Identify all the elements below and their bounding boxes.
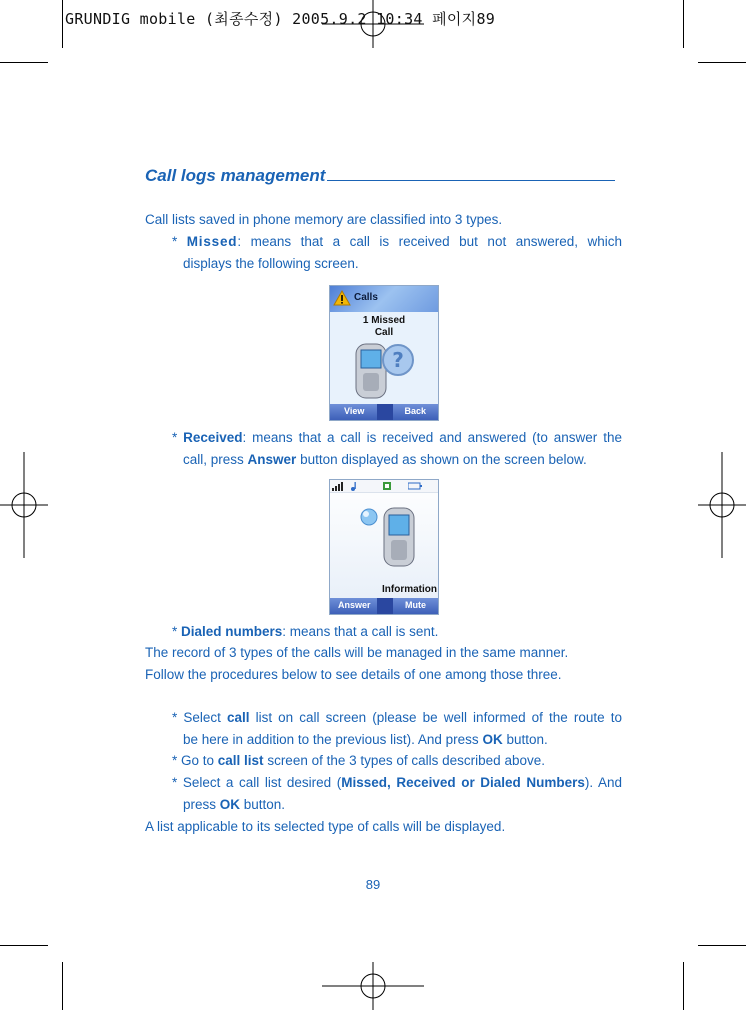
- step3-line1: [172, 772, 622, 794]
- step3-text-end: ). And: [584, 775, 622, 790]
- print-header-note: GRUNDIG mobile (최종수정) 2005.9.2 10:34 페이지89: [65, 10, 496, 28]
- received-item-line2: [183, 449, 587, 471]
- screen-header-title: Calls: [354, 292, 378, 303]
- step1-line2: [183, 729, 548, 751]
- step1-text-end: list on call screen (please be well informed of the route to: [249, 710, 622, 725]
- missed-term: Missed: [186, 234, 238, 249]
- record-paragraph: The record of 3 types of the calls will be managed in the same manner.: [145, 645, 569, 660]
- screen-softkeys: [330, 598, 438, 614]
- missed-call-message-line1: 1 Missed: [362, 315, 406, 326]
- bullet: *: [172, 430, 184, 445]
- phone-question-icon: [352, 340, 418, 402]
- answer-softkey[interactable]: Answer: [338, 600, 371, 610]
- step3-line2: [183, 794, 285, 816]
- bubble-icon: [360, 508, 378, 526]
- missed-call-message-line2: Call: [374, 327, 394, 338]
- information-label: Information: [382, 584, 437, 595]
- back-softkey[interactable]: Back: [404, 406, 426, 416]
- page-number: 89: [365, 877, 381, 892]
- received-item-line1: [172, 427, 622, 449]
- phone-icon: [382, 506, 418, 570]
- incoming-call-screen: [329, 479, 439, 615]
- registration-mark-left: [0, 452, 48, 558]
- mute-softkey[interactable]: Mute: [405, 600, 426, 610]
- call-types-term: Missed, Received or Dialed Numbers: [341, 775, 585, 790]
- ok-term: OK: [219, 797, 241, 812]
- answer-term: Answer: [247, 452, 297, 467]
- section-title-text: Call logs management: [145, 166, 326, 185]
- registration-mark-right: [698, 452, 746, 558]
- view-softkey[interactable]: View: [344, 406, 365, 416]
- bullet: *: [172, 234, 187, 249]
- svg-text:?: ?: [392, 348, 404, 372]
- intro-paragraph: Call lists saved in phone memory are classified into 3 types.: [145, 212, 503, 227]
- bullet: *: [172, 624, 182, 639]
- missed-desc: : means that a call is received but not answered, which: [237, 234, 623, 249]
- step1-text-3: button.: [502, 732, 548, 747]
- ok-term: OK: [482, 732, 503, 747]
- step2-text: * Go to: [172, 753, 218, 768]
- softkey-center: [377, 404, 393, 420]
- missed-call-screen: [329, 285, 439, 421]
- call-term: call: [226, 710, 250, 725]
- received-text: call, press: [183, 452, 248, 467]
- signal-icon: [332, 482, 348, 491]
- step3-text-2: press: [183, 797, 220, 812]
- missed-item-line1: [172, 231, 622, 253]
- missed-item-line2: displays the following screen.: [183, 256, 359, 271]
- step3-text: * Select a call list desired (: [172, 775, 342, 790]
- dialed-item: [172, 621, 438, 643]
- step2-text-end: screen of the 3 types of calls described above.: [263, 753, 545, 768]
- music-icon: [350, 481, 360, 491]
- follow-paragraph: Follow the procedures below to see details of one among those three.: [145, 667, 562, 682]
- warning-icon: [333, 290, 351, 306]
- screen-softkeys: [330, 404, 438, 420]
- section-title: [145, 166, 615, 186]
- softkey-center: [377, 598, 393, 614]
- received-text-end: button displayed as shown on the screen below.: [296, 452, 587, 467]
- clock-icon: [382, 481, 392, 491]
- step3-text-3: button.: [240, 797, 286, 812]
- title-underline: [327, 168, 615, 181]
- received-term: Received: [183, 430, 243, 445]
- closing-paragraph: A list applicable to its selected type of calls will be displayed.: [145, 819, 506, 834]
- step2-line: [172, 750, 545, 772]
- step1-text: * Select: [172, 710, 227, 725]
- call-list-term: call list: [217, 753, 264, 768]
- step1-text-2: be here in addition to the previous list). And press: [183, 732, 483, 747]
- dialed-term: Dialed numbers: [181, 624, 283, 639]
- dialed-desc: : means that a call is sent.: [282, 624, 439, 639]
- registration-mark-bottom: [320, 962, 426, 1010]
- received-desc: : means that a call is received and answered (to answer the: [242, 430, 622, 445]
- step1-line1: [172, 707, 622, 729]
- battery-icon: [408, 482, 422, 490]
